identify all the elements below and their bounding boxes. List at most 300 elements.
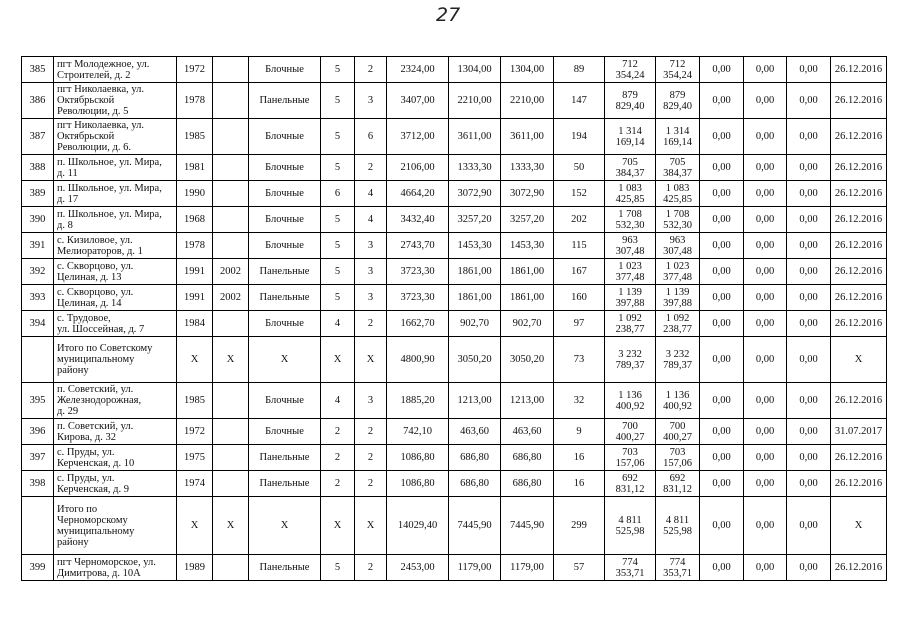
residents-count: 16 — [554, 445, 605, 471]
cost-budget-region: 0,00 — [700, 497, 744, 555]
entrances-count: 3 — [355, 233, 387, 259]
cost-budget-local: 0,00 — [744, 311, 787, 337]
year-reconstructed — [213, 555, 249, 581]
subtotal-row — [22, 497, 887, 555]
total-area: 2106,00 — [387, 155, 449, 181]
wall-material: Блочные — [249, 383, 321, 419]
table-row — [22, 471, 887, 497]
cost-budget-region: 0,00 — [700, 445, 744, 471]
living-area: 1304,00 — [449, 57, 501, 83]
repair-cost-fund: 774 353,71 — [656, 555, 700, 581]
floors-count: 5 — [321, 555, 355, 581]
year-built: 1991 — [177, 259, 213, 285]
cost-budget-local: 0,00 — [744, 259, 787, 285]
repair-cost-fund: 700 400,27 — [656, 419, 700, 445]
year-built: 1985 — [177, 383, 213, 419]
year-reconstructed — [213, 155, 249, 181]
cost-budget-region: 0,00 — [700, 311, 744, 337]
row-number: 397 — [22, 445, 54, 471]
floors-count: 5 — [321, 285, 355, 311]
cost-owners: 0,00 — [787, 259, 831, 285]
residents-count: 57 — [554, 555, 605, 581]
year-reconstructed — [213, 445, 249, 471]
wall-material: Блочные — [249, 419, 321, 445]
cost-budget-local: 0,00 — [744, 233, 787, 259]
floors-count: 5 — [321, 259, 355, 285]
completion-date: 26.12.2016 — [831, 471, 887, 497]
year-built: 1978 — [177, 83, 213, 119]
year-reconstructed — [213, 181, 249, 207]
cost-owners: 0,00 — [787, 83, 831, 119]
repair-cost-total: 703 157,06 — [605, 445, 656, 471]
total-area: 1662,70 — [387, 311, 449, 337]
cost-budget-region: 0,00 — [700, 155, 744, 181]
address-cell: Итого по Черноморскому муниципальному району — [54, 497, 177, 555]
cost-budget-local: 0,00 — [744, 555, 787, 581]
cost-budget-local: 0,00 — [744, 383, 787, 419]
residential-area: 1861,00 — [501, 259, 554, 285]
year-built: X — [177, 337, 213, 383]
cost-budget-local: 0,00 — [744, 181, 787, 207]
cost-budget-region: 0,00 — [700, 285, 744, 311]
completion-date: 26.12.2016 — [831, 119, 887, 155]
entrances-count: 2 — [355, 419, 387, 445]
wall-material: X — [249, 337, 321, 383]
entrances-count: 2 — [355, 57, 387, 83]
year-built: 1991 — [177, 285, 213, 311]
year-built: 1974 — [177, 471, 213, 497]
entrances-count: 2 — [355, 311, 387, 337]
repair-cost-fund: 3 232 789,37 — [656, 337, 700, 383]
repair-cost-fund: 1 708 532,30 — [656, 207, 700, 233]
year-built: 1978 — [177, 233, 213, 259]
entrances-count: 3 — [355, 383, 387, 419]
wall-material: Панельные — [249, 555, 321, 581]
year-reconstructed — [213, 83, 249, 119]
year-reconstructed — [213, 57, 249, 83]
residential-area: 3050,20 — [501, 337, 554, 383]
cost-budget-local: 0,00 — [744, 337, 787, 383]
table-row — [22, 181, 887, 207]
repair-cost-fund: 1 092 238,77 — [656, 311, 700, 337]
address-cell: с. Скворцово, ул. Целиная, д. 13 — [54, 259, 177, 285]
repair-cost-total: 1 136 400,92 — [605, 383, 656, 419]
floors-count: 5 — [321, 155, 355, 181]
entrances-count: 2 — [355, 155, 387, 181]
repair-cost-fund: 703 157,06 — [656, 445, 700, 471]
cost-owners: 0,00 — [787, 57, 831, 83]
year-reconstructed — [213, 419, 249, 445]
living-area: 1453,30 — [449, 233, 501, 259]
subtotal-row — [22, 337, 887, 383]
residential-area: 1453,30 — [501, 233, 554, 259]
floors-count: X — [321, 337, 355, 383]
completion-date: 26.12.2016 — [831, 155, 887, 181]
table-row — [22, 285, 887, 311]
table-row — [22, 259, 887, 285]
cost-budget-local: 0,00 — [744, 83, 787, 119]
entrances-count: X — [355, 497, 387, 555]
wall-material: Блочные — [249, 233, 321, 259]
total-area: 742,10 — [387, 419, 449, 445]
cost-budget-region: 0,00 — [700, 383, 744, 419]
residential-area: 3257,20 — [501, 207, 554, 233]
table-row — [22, 233, 887, 259]
residents-count: 299 — [554, 497, 605, 555]
address-cell: п. Советский, ул. Кирова, д. 32 — [54, 419, 177, 445]
row-number: 394 — [22, 311, 54, 337]
repair-cost-fund: 963 307,48 — [656, 233, 700, 259]
year-reconstructed — [213, 311, 249, 337]
repair-cost-fund: 692 831,12 — [656, 471, 700, 497]
entrances-count: 3 — [355, 259, 387, 285]
cost-budget-region: 0,00 — [700, 119, 744, 155]
row-number: 386 — [22, 83, 54, 119]
living-area: 1333,30 — [449, 155, 501, 181]
floors-count: 2 — [321, 445, 355, 471]
total-area: 3712,00 — [387, 119, 449, 155]
cost-owners: 0,00 — [787, 119, 831, 155]
floors-count: 5 — [321, 119, 355, 155]
address-cell: п. Школьное, ул. Мира, д. 17 — [54, 181, 177, 207]
floors-count: 4 — [321, 311, 355, 337]
floors-count: 4 — [321, 383, 355, 419]
year-built: 1972 — [177, 57, 213, 83]
cost-owners: 0,00 — [787, 497, 831, 555]
wall-material: Панельные — [249, 471, 321, 497]
repair-cost-total: 774 353,71 — [605, 555, 656, 581]
repair-cost-total: 1 092 238,77 — [605, 311, 656, 337]
living-area: 1179,00 — [449, 555, 501, 581]
row-number: 387 — [22, 119, 54, 155]
residential-area: 902,70 — [501, 311, 554, 337]
year-built: 1985 — [177, 119, 213, 155]
entrances-count: 4 — [355, 207, 387, 233]
table-row — [22, 119, 887, 155]
total-area: 1086,80 — [387, 445, 449, 471]
row-number: 399 — [22, 555, 54, 581]
residential-area: 1861,00 — [501, 285, 554, 311]
row-number: 392 — [22, 259, 54, 285]
residential-area: 686,80 — [501, 445, 554, 471]
repair-cost-total: 1 083 425,85 — [605, 181, 656, 207]
address-cell: п. Советский, ул. Железнодорожная, д. 29 — [54, 383, 177, 419]
address-cell: Итого по Советскому муниципальному району — [54, 337, 177, 383]
cost-budget-region: 0,00 — [700, 181, 744, 207]
table-row — [22, 445, 887, 471]
year-built: 1968 — [177, 207, 213, 233]
table-row — [22, 311, 887, 337]
entrances-count: 4 — [355, 181, 387, 207]
wall-material: Панельные — [249, 285, 321, 311]
cost-budget-region: 0,00 — [700, 337, 744, 383]
address-cell: с. Трудовое, ул. Шоссейная, д. 7 — [54, 311, 177, 337]
cost-owners: 0,00 — [787, 233, 831, 259]
row-number: 389 — [22, 181, 54, 207]
total-area: 2324,00 — [387, 57, 449, 83]
wall-material: Блочные — [249, 119, 321, 155]
living-area: 3050,20 — [449, 337, 501, 383]
cost-owners: 0,00 — [787, 181, 831, 207]
row-number: 388 — [22, 155, 54, 181]
repair-cost-total: 1 314 169,14 — [605, 119, 656, 155]
completion-date: 31.07.2017 — [831, 419, 887, 445]
repair-cost-fund: 1 136 400,92 — [656, 383, 700, 419]
cost-owners: 0,00 — [787, 555, 831, 581]
repair-cost-fund: 1 314 169,14 — [656, 119, 700, 155]
cost-owners: 0,00 — [787, 311, 831, 337]
living-area: 1861,00 — [449, 285, 501, 311]
residents-count: 115 — [554, 233, 605, 259]
living-area: 3611,00 — [449, 119, 501, 155]
year-built: 1975 — [177, 445, 213, 471]
residential-area: 1179,00 — [501, 555, 554, 581]
year-reconstructed — [213, 207, 249, 233]
repair-cost-fund: 1 139 397,88 — [656, 285, 700, 311]
completion-date: 26.12.2016 — [831, 83, 887, 119]
completion-date: 26.12.2016 — [831, 57, 887, 83]
row-number: 385 — [22, 57, 54, 83]
repair-cost-fund: 879 829,40 — [656, 83, 700, 119]
cost-budget-local: 0,00 — [744, 155, 787, 181]
year-built: 1984 — [177, 311, 213, 337]
entrances-count: 6 — [355, 119, 387, 155]
residential-area: 1213,00 — [501, 383, 554, 419]
address-cell: с. Кизиловое, ул. Мелиораторов, д. 1 — [54, 233, 177, 259]
entrances-count: 2 — [355, 555, 387, 581]
table-row — [22, 57, 887, 83]
housing-register-table — [21, 56, 887, 581]
year-reconstructed — [213, 233, 249, 259]
completion-date: 26.12.2016 — [831, 233, 887, 259]
repair-cost-fund: 712 354,24 — [656, 57, 700, 83]
repair-cost-fund: 1 083 425,85 — [656, 181, 700, 207]
repair-cost-total: 1 708 532,30 — [605, 207, 656, 233]
cost-budget-local: 0,00 — [744, 57, 787, 83]
completion-date: 26.12.2016 — [831, 259, 887, 285]
completion-date: 26.12.2016 — [831, 181, 887, 207]
residents-count: 50 — [554, 155, 605, 181]
row-number: 398 — [22, 471, 54, 497]
wall-material: Блочные — [249, 207, 321, 233]
entrances-count: 2 — [355, 445, 387, 471]
cost-budget-local: 0,00 — [744, 207, 787, 233]
repair-cost-total: 1 023 377,48 — [605, 259, 656, 285]
residential-area: 3072,90 — [501, 181, 554, 207]
cost-owners: 0,00 — [787, 383, 831, 419]
total-area: 4800,90 — [387, 337, 449, 383]
residents-count: 194 — [554, 119, 605, 155]
cost-owners: 0,00 — [787, 285, 831, 311]
year-built: 1989 — [177, 555, 213, 581]
wall-material: Панельные — [249, 445, 321, 471]
residents-count: 202 — [554, 207, 605, 233]
living-area: 3257,20 — [449, 207, 501, 233]
residential-area: 2210,00 — [501, 83, 554, 119]
wall-material: X — [249, 497, 321, 555]
repair-cost-fund: 705 384,37 — [656, 155, 700, 181]
living-area: 463,60 — [449, 419, 501, 445]
row-number: 395 — [22, 383, 54, 419]
total-area: 3723,30 — [387, 285, 449, 311]
residential-area: 1333,30 — [501, 155, 554, 181]
wall-material: Блочные — [249, 181, 321, 207]
floors-count: 2 — [321, 419, 355, 445]
floors-count: 5 — [321, 57, 355, 83]
repair-cost-total: 700 400,27 — [605, 419, 656, 445]
completion-date: 26.12.2016 — [831, 311, 887, 337]
repair-cost-total: 963 307,48 — [605, 233, 656, 259]
address-cell: с. Скворцово, ул. Целиная, д. 14 — [54, 285, 177, 311]
total-area: 1885,20 — [387, 383, 449, 419]
completion-date: X — [831, 497, 887, 555]
address-cell: п. Школьное, ул. Мира, д. 8 — [54, 207, 177, 233]
repair-cost-total: 4 811 525,98 — [605, 497, 656, 555]
entrances-count: 2 — [355, 471, 387, 497]
entrances-count: 3 — [355, 285, 387, 311]
cost-budget-region: 0,00 — [700, 57, 744, 83]
table-row — [22, 83, 887, 119]
floors-count: 5 — [321, 233, 355, 259]
total-area: 4664,20 — [387, 181, 449, 207]
cost-owners: 0,00 — [787, 207, 831, 233]
residential-area: 3611,00 — [501, 119, 554, 155]
total-area: 3432,40 — [387, 207, 449, 233]
address-cell: пгт Молодежное, ул. Строителей, д. 2 — [54, 57, 177, 83]
completion-date: 26.12.2016 — [831, 383, 887, 419]
total-area: 1086,80 — [387, 471, 449, 497]
cost-budget-local: 0,00 — [744, 471, 787, 497]
row-number — [22, 337, 54, 383]
completion-date: 26.12.2016 — [831, 445, 887, 471]
cost-owners: 0,00 — [787, 337, 831, 383]
residents-count: 89 — [554, 57, 605, 83]
cost-budget-local: 0,00 — [744, 419, 787, 445]
row-number: 393 — [22, 285, 54, 311]
floors-count: X — [321, 497, 355, 555]
residents-count: 167 — [554, 259, 605, 285]
year-reconstructed: 2002 — [213, 259, 249, 285]
cost-owners: 0,00 — [787, 471, 831, 497]
row-number: 396 — [22, 419, 54, 445]
address-cell: с. Пруды, ул. Керченская, д. 10 — [54, 445, 177, 471]
floors-count: 5 — [321, 83, 355, 119]
residential-area: 463,60 — [501, 419, 554, 445]
cost-budget-local: 0,00 — [744, 497, 787, 555]
total-area: 2453,00 — [387, 555, 449, 581]
floors-count: 6 — [321, 181, 355, 207]
repair-cost-total: 712 354,24 — [605, 57, 656, 83]
year-built: 1990 — [177, 181, 213, 207]
cost-budget-region: 0,00 — [700, 471, 744, 497]
table-row — [22, 207, 887, 233]
total-area: 3407,00 — [387, 83, 449, 119]
address-cell: пгт Черноморское, ул. Димитрова, д. 10А — [54, 555, 177, 581]
year-reconstructed — [213, 383, 249, 419]
year-reconstructed: 2002 — [213, 285, 249, 311]
table-row — [22, 155, 887, 181]
page-number: 27 — [436, 4, 461, 26]
living-area: 686,80 — [449, 445, 501, 471]
floors-count: 2 — [321, 471, 355, 497]
year-built: X — [177, 497, 213, 555]
residents-count: 152 — [554, 181, 605, 207]
year-built: 1972 — [177, 419, 213, 445]
repair-cost-total: 692 831,12 — [605, 471, 656, 497]
wall-material: Блочные — [249, 57, 321, 83]
table-row — [22, 419, 887, 445]
completion-date: X — [831, 337, 887, 383]
completion-date: 26.12.2016 — [831, 285, 887, 311]
residents-count: 97 — [554, 311, 605, 337]
wall-material: Блочные — [249, 311, 321, 337]
residents-count: 16 — [554, 471, 605, 497]
cost-budget-region: 0,00 — [700, 419, 744, 445]
address-cell: с. Пруды, ул. Керченская, д. 9 — [54, 471, 177, 497]
living-area: 1861,00 — [449, 259, 501, 285]
entrances-count: 3 — [355, 83, 387, 119]
cost-budget-local: 0,00 — [744, 119, 787, 155]
cost-budget-local: 0,00 — [744, 285, 787, 311]
cost-budget-region: 0,00 — [700, 83, 744, 119]
year-built: 1981 — [177, 155, 213, 181]
entrances-count: X — [355, 337, 387, 383]
repair-cost-total: 705 384,37 — [605, 155, 656, 181]
address-cell: пгт Николаевка, ул. Октябрьской Революции, д. 6. — [54, 119, 177, 155]
repair-cost-total: 1 139 397,88 — [605, 285, 656, 311]
year-reconstructed — [213, 471, 249, 497]
total-area: 2743,70 — [387, 233, 449, 259]
cost-budget-region: 0,00 — [700, 207, 744, 233]
cost-owners: 0,00 — [787, 419, 831, 445]
living-area: 7445,90 — [449, 497, 501, 555]
table-row — [22, 383, 887, 419]
row-number: 391 — [22, 233, 54, 259]
cost-budget-region: 0,00 — [700, 555, 744, 581]
living-area: 2210,00 — [449, 83, 501, 119]
address-cell: п. Школьное, ул. Мира, д. 11 — [54, 155, 177, 181]
year-reconstructed: X — [213, 337, 249, 383]
living-area: 3072,90 — [449, 181, 501, 207]
floors-count: 5 — [321, 207, 355, 233]
cost-budget-region: 0,00 — [700, 233, 744, 259]
cost-owners: 0,00 — [787, 155, 831, 181]
repair-cost-fund: 4 811 525,98 — [656, 497, 700, 555]
table-row — [22, 555, 887, 581]
residents-count: 32 — [554, 383, 605, 419]
wall-material: Блочные — [249, 155, 321, 181]
row-number: 390 — [22, 207, 54, 233]
year-reconstructed — [213, 119, 249, 155]
total-area: 3723,30 — [387, 259, 449, 285]
repair-cost-fund: 1 023 377,48 — [656, 259, 700, 285]
residents-count: 160 — [554, 285, 605, 311]
address-cell: пгт Николаевка, ул. Октябрьской Революции, д. 5 — [54, 83, 177, 119]
wall-material: Панельные — [249, 83, 321, 119]
residents-count: 9 — [554, 419, 605, 445]
residential-area: 1304,00 — [501, 57, 554, 83]
completion-date: 26.12.2016 — [831, 207, 887, 233]
row-number — [22, 497, 54, 555]
wall-material: Панельные — [249, 259, 321, 285]
living-area: 686,80 — [449, 471, 501, 497]
repair-cost-total: 879 829,40 — [605, 83, 656, 119]
repair-cost-total: 3 232 789,37 — [605, 337, 656, 383]
cost-budget-region: 0,00 — [700, 259, 744, 285]
completion-date: 26.12.2016 — [831, 555, 887, 581]
residential-area: 686,80 — [501, 471, 554, 497]
total-area: 14029,40 — [387, 497, 449, 555]
